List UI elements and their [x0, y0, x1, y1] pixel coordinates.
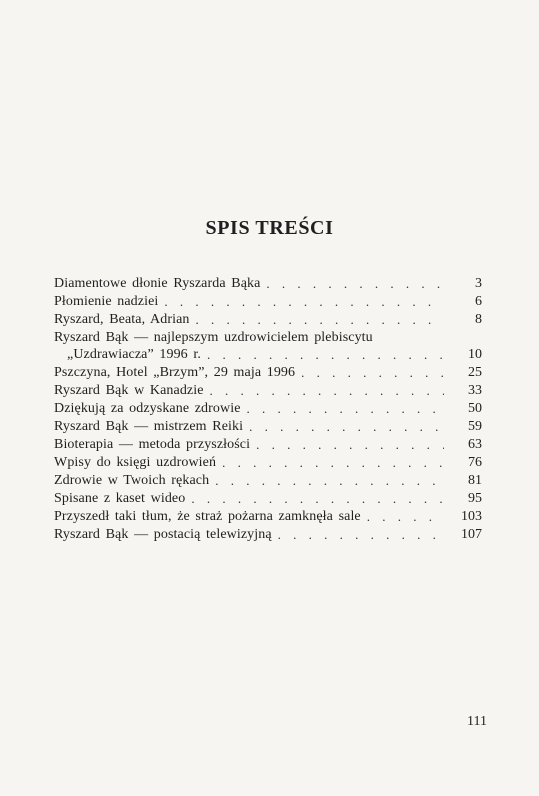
toc-line: [54, 382, 482, 400]
toc-entry-title: Wpisy do księgi uzdrowień: [54, 455, 217, 470]
dot-leader: [367, 508, 444, 526]
toc-entry: [54, 490, 482, 508]
toc-line: [54, 508, 482, 526]
toc-entry-title: Ryszard Bąk — postacią telewizyjną: [54, 527, 272, 542]
toc-page-number: 50: [468, 401, 482, 416]
toc-line: [54, 490, 482, 508]
toc-line: [54, 364, 482, 382]
toc-line: [54, 418, 482, 436]
page-title: SPIS TREŚCI: [205, 217, 334, 239]
dot-leader: [247, 400, 444, 418]
toc-page-number: 63: [468, 437, 482, 452]
toc-line: [54, 526, 482, 544]
dot-leader: [256, 436, 444, 454]
toc-entry: [54, 293, 482, 311]
toc-page-number: 33: [468, 383, 482, 398]
toc-entry: [54, 526, 482, 544]
toc-line: [54, 436, 482, 454]
toc-page-number: 59: [468, 419, 482, 434]
page-number-footer: 111: [467, 714, 487, 729]
toc-line: [54, 454, 482, 472]
dot-leader: [215, 472, 444, 490]
toc-line: [54, 400, 482, 418]
toc-entry-title: Ryszard Bąk w Kanadzie: [54, 383, 204, 398]
toc-entry: [54, 436, 482, 454]
dot-leader: [278, 526, 444, 544]
dot-leader: [191, 490, 444, 508]
toc-entry: [54, 454, 482, 472]
toc-entry-title: Diamentowe dłonie Ryszarda Bąka: [54, 276, 261, 291]
toc-entry: [54, 329, 482, 364]
dot-leader: [164, 293, 444, 311]
toc-entry-title: Ryszard, Beata, Adrian: [54, 312, 190, 327]
toc-entry-title: Przyszedł taki tłum, że straż pożarna zamknęła sale: [54, 509, 361, 524]
dot-leader: [266, 275, 444, 293]
toc-page-number: 6: [475, 294, 482, 309]
toc-line: [54, 275, 482, 293]
toc-entry: [54, 508, 482, 526]
toc-page-number: 107: [461, 527, 482, 542]
toc-line-continuation: [54, 346, 482, 364]
toc-page-number: 8: [475, 312, 482, 327]
toc-page-number: 81: [468, 473, 482, 488]
toc-page-number: 76: [468, 455, 482, 470]
dot-leader: [301, 364, 444, 382]
toc-entry: [54, 418, 482, 436]
dot-leader: [207, 346, 444, 364]
toc-line: [54, 311, 482, 329]
toc-line: [54, 329, 482, 346]
toc-entry-title: Pszczyna, Hotel „Brzym”, 29 maja 1996: [54, 365, 296, 380]
toc-entry-title: Zdrowie w Twoich rękach: [54, 473, 210, 488]
toc-entry-title-continuation: „Uzdrawiacza” 1996 r.: [67, 347, 201, 362]
toc-page-number: 10: [468, 347, 482, 362]
toc-page-number: 3: [475, 276, 482, 291]
toc-entry: [54, 382, 482, 400]
toc-entry: [54, 364, 482, 382]
toc-entry-title: Płomienie nadziei: [54, 294, 159, 309]
toc-page-number: 95: [468, 491, 482, 506]
toc-entry-title: Bioterapia — metoda przyszłości: [54, 437, 251, 452]
toc-entry: [54, 472, 482, 490]
toc-entry: [54, 400, 482, 418]
dot-leader: [210, 382, 444, 400]
toc-entry: [54, 311, 482, 329]
toc-entry-title: Ryszard Bąk — najlepszym uzdrowicielem plebiscytu: [54, 330, 373, 345]
toc-entry-title: Dziękują za odzyskane zdrowie: [54, 401, 241, 416]
dot-leader: [249, 418, 444, 436]
toc-entry-title: Spisane z kaset wideo: [54, 491, 186, 506]
dot-leader: [222, 454, 444, 472]
toc-entry: [54, 275, 482, 293]
toc-entry-title: Ryszard Bąk — mistrzem Reiki: [54, 419, 244, 434]
table-of-contents: [54, 275, 482, 544]
dot-leader: [196, 311, 445, 329]
toc-page-number: 25: [468, 365, 482, 380]
toc-line: [54, 293, 482, 311]
toc-line: [54, 472, 482, 490]
toc-page-number: 103: [461, 509, 482, 524]
